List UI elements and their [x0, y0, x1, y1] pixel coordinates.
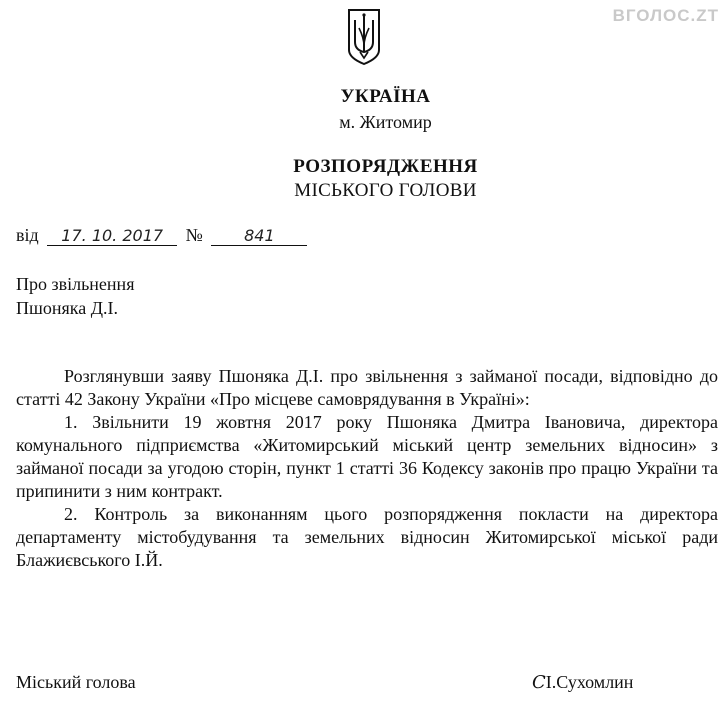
country-heading: УКРАЇНА — [340, 86, 431, 107]
number-label: № — [185, 225, 203, 245]
subject-line-2: Пшоняка Д.І. — [16, 298, 119, 318]
subject-block — [16, 272, 134, 320]
document-type-heading: РОЗПОРЯДЖЕННЯ — [293, 156, 478, 177]
issuer-heading: МІСЬКОГО ГОЛОВИ — [294, 180, 477, 201]
city-line: м. Житомир — [339, 112, 432, 132]
handwritten-date: 17. 10. 2017 — [47, 226, 177, 246]
date-label: від — [16, 225, 39, 245]
subject-line-1: Про звільнення — [16, 274, 135, 294]
signatory-name: І.Сухомлин — [545, 672, 634, 692]
body-item-1: 1. Звільнити 19 жовтня 2017 року Пшоняка Дмитра Івановича, директора комунального підприємства «Житомирський міський центр земельних відносин» з займаної посади за угодою сторін, пункт 1 статті 36 Кодексу законів про працю України та припинити з ним контракт. — [16, 412, 718, 501]
signatory-position: Міський голова — [16, 672, 136, 692]
coat-of-arms-icon — [346, 8, 382, 66]
handwritten-number: 841 — [211, 226, 307, 246]
site-watermark: ВГОЛОС.ZT — [612, 6, 719, 25]
document-body — [16, 365, 718, 572]
body-item-2: 2. Контроль за виконанням цього розпорядження покласти на директора департаменту містобудування та земельних відносин Житомирської міської ради Блажиєвського І.Й. — [16, 504, 718, 570]
signature-block — [532, 672, 633, 693]
date-number-line — [16, 225, 307, 246]
body-intro-paragraph: Розглянувши заяву Пшоняка Д.І. про звільнення з займаної посади, відповідно до статті 42 Закону України «Про місцеве самоврядування в Україні»: — [16, 366, 718, 409]
handwritten-signature: С — [532, 672, 546, 693]
